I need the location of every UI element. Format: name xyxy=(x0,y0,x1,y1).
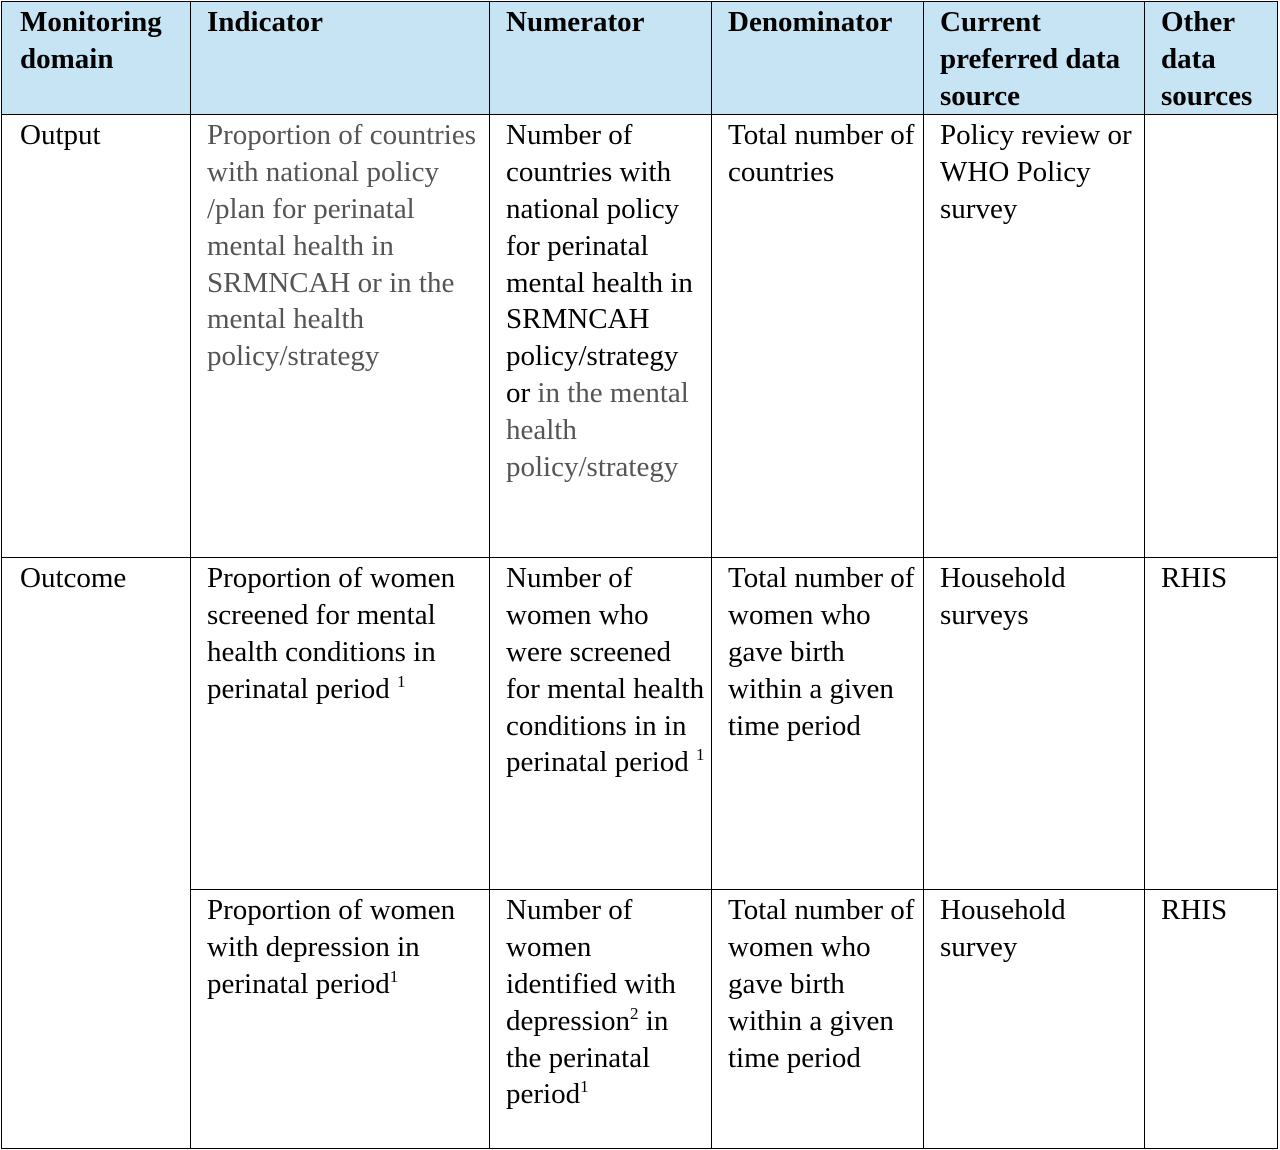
indicator-text: Proportion of women screened for mental health conditions in perinatal period xyxy=(207,562,456,705)
cell-indicator xyxy=(191,558,490,890)
header-other-sources: Other data sources xyxy=(1145,2,1278,115)
footnote-ref: 1 xyxy=(696,745,705,765)
numerator-text: Number of women who were screened for mental health conditions in in perinatal period xyxy=(506,562,705,779)
indicator-text: Proportion of women with depression in perinatal period xyxy=(207,894,456,1000)
footnote-ref: 1 xyxy=(580,1077,589,1097)
numerator-text: Number of countries with national policy for perinatal mental health in SRMNCAH policy/strategy or xyxy=(506,119,693,409)
footnote-ref: 2 xyxy=(630,1003,639,1023)
cell-numerator xyxy=(490,115,712,558)
cell-current-source: Policy review or WHO Policy survey xyxy=(924,115,1145,558)
cell-current-source: Household surveys xyxy=(924,558,1145,890)
table-row xyxy=(2,558,1278,890)
table-row xyxy=(2,890,1278,1149)
cell-indicator: Proportion of countries with national policy /plan for perinatal mental health in SRMNCAH or in the mental health policy/strategy xyxy=(191,115,490,558)
numerator-text: Number of women identified with depression xyxy=(506,894,676,1037)
cell-numerator xyxy=(490,890,712,1149)
cell-denominator: Total number of women who gave birth within a given time period xyxy=(712,890,924,1149)
cell-domain: Output xyxy=(2,115,191,558)
cell-numerator xyxy=(490,558,712,890)
footnote-ref: 1 xyxy=(397,671,406,691)
header-denominator: Denominator xyxy=(712,2,924,115)
header-numerator: Numerator xyxy=(490,2,712,115)
header-monitoring-domain: Monitoring domain xyxy=(2,2,191,115)
cell-denominator: Total number of women who gave birth within a given time period xyxy=(712,558,924,890)
table-row xyxy=(2,115,1278,558)
cell-indicator xyxy=(191,890,490,1149)
footnote-ref: 1 xyxy=(389,966,399,986)
cell-other-sources xyxy=(1145,115,1278,558)
cell-other-sources: RHIS xyxy=(1145,558,1278,890)
indicator-table xyxy=(1,1,1278,1149)
cell-other-sources: RHIS xyxy=(1145,890,1278,1149)
numerator-text: in the perinatal period xyxy=(506,1004,669,1111)
cell-current-source: Household survey xyxy=(924,890,1145,1149)
numerator-text-grey: in the mental health policy/strategy xyxy=(506,376,689,483)
cell-denominator: Total number of countries xyxy=(712,115,924,558)
header-row xyxy=(2,2,1278,115)
cell-domain: Outcome xyxy=(2,558,191,1149)
header-current-source: Current preferred data source xyxy=(924,2,1145,115)
header-indicator: Indicator xyxy=(191,2,490,115)
